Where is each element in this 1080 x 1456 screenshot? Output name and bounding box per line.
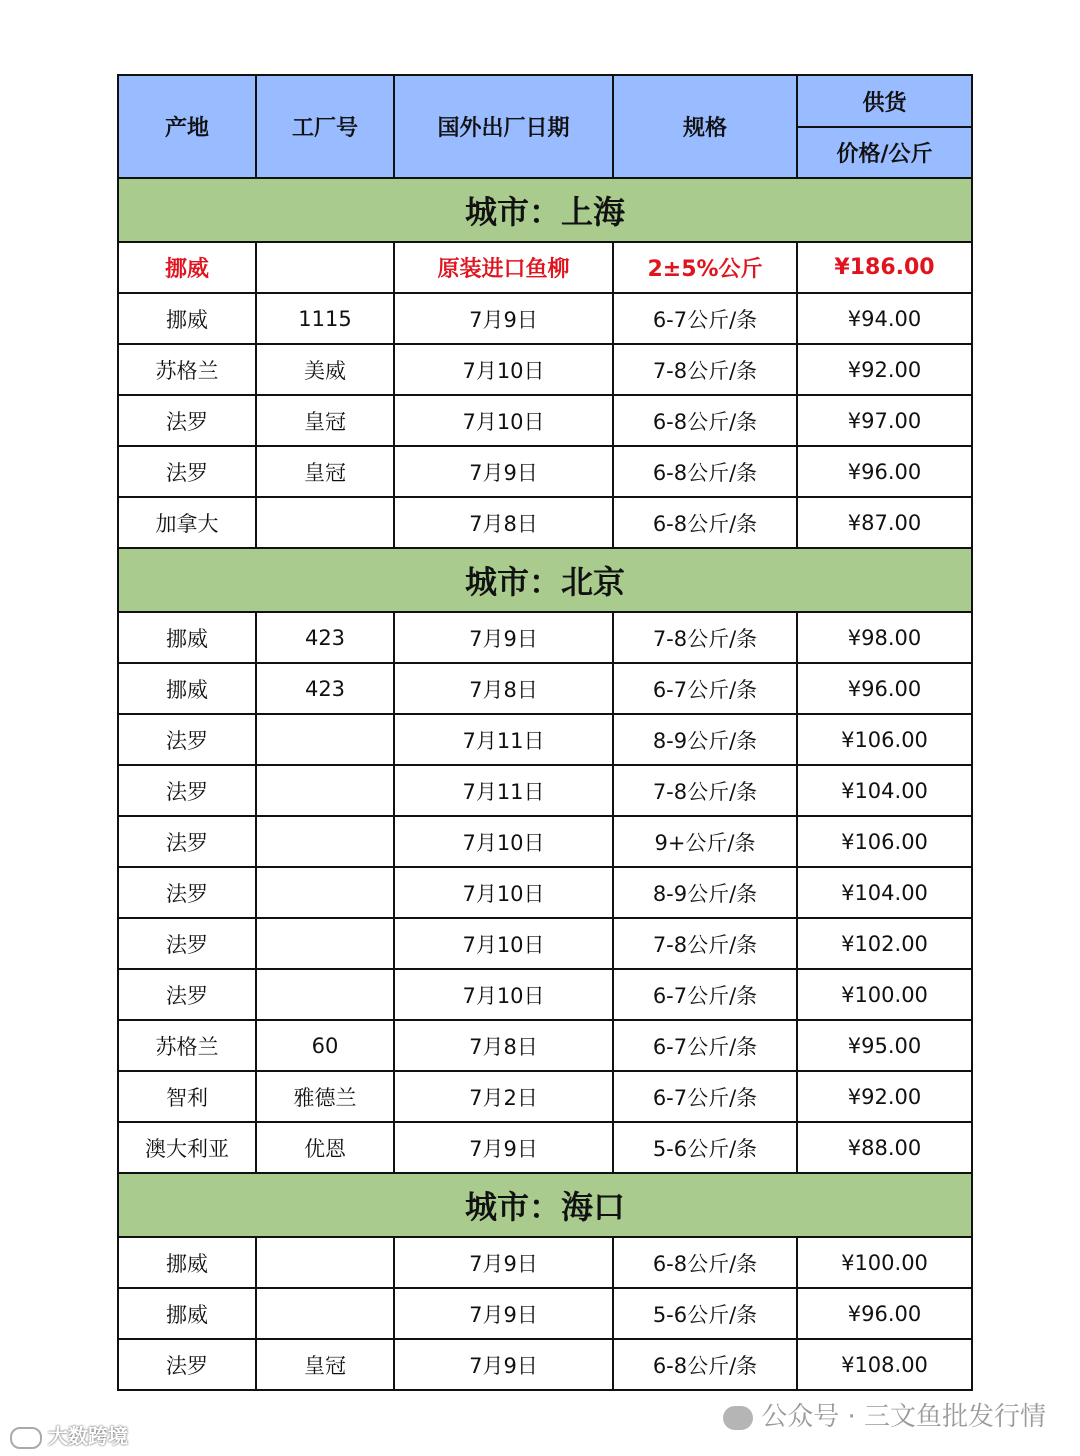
cell-spec: 6-8公斤/条 xyxy=(613,395,797,446)
header-factory: 工厂号 xyxy=(256,75,394,178)
header-origin: 产地 xyxy=(118,75,256,178)
cell-price: ¥92.00 xyxy=(797,1071,972,1122)
header-row xyxy=(118,75,972,127)
table-row xyxy=(118,612,972,663)
cell-date: 7月9日 xyxy=(394,1339,613,1390)
cell-date: 7月10日 xyxy=(394,918,613,969)
cell-price: ¥104.00 xyxy=(797,867,972,918)
cell-origin: 法罗 xyxy=(118,446,256,497)
table-row xyxy=(118,344,972,395)
cell-price: ¥96.00 xyxy=(797,446,972,497)
cell-price: ¥104.00 xyxy=(797,765,972,816)
table-row xyxy=(118,497,972,548)
cell-date: 7月9日 xyxy=(394,1122,613,1173)
cell-factory xyxy=(256,816,394,867)
table-body xyxy=(118,178,972,1390)
table-row xyxy=(118,1071,972,1122)
cell-spec: 6-8公斤/条 xyxy=(613,1237,797,1288)
cell-origin: 澳大利亚 xyxy=(118,1122,256,1173)
city-label: 城市：上海 xyxy=(118,178,972,242)
cell-spec: 6-7公斤/条 xyxy=(613,1020,797,1071)
cell-date: 7月2日 xyxy=(394,1071,613,1122)
cell-price: ¥96.00 xyxy=(797,1288,972,1339)
cell-origin: 法罗 xyxy=(118,969,256,1020)
table-row xyxy=(118,714,972,765)
cell-date: 7月8日 xyxy=(394,497,613,548)
cell-origin: 苏格兰 xyxy=(118,1020,256,1071)
cell-spec: 6-7公斤/条 xyxy=(613,663,797,714)
cell-date: 7月11日 xyxy=(394,765,613,816)
cell-price: ¥100.00 xyxy=(797,969,972,1020)
cell-factory xyxy=(256,1288,394,1339)
cell-origin: 法罗 xyxy=(118,765,256,816)
cell-origin: 法罗 xyxy=(118,714,256,765)
cell-factory: 皇冠 xyxy=(256,395,394,446)
cell-price: ¥97.00 xyxy=(797,395,972,446)
cell-price: ¥92.00 xyxy=(797,344,972,395)
cell-spec: 7-8公斤/条 xyxy=(613,344,797,395)
table-row xyxy=(118,918,972,969)
cell-spec: 5-6公斤/条 xyxy=(613,1288,797,1339)
cell-date: 7月9日 xyxy=(394,612,613,663)
cell-factory: 423 xyxy=(256,663,394,714)
cell-date: 7月10日 xyxy=(394,395,613,446)
cell-factory xyxy=(256,242,394,293)
brand-logo-icon xyxy=(10,1427,42,1449)
cell-factory: 雅德兰 xyxy=(256,1071,394,1122)
table-row xyxy=(118,1237,972,1288)
watermark-left-text: 大数跨境 xyxy=(48,1424,128,1448)
cell-origin: 挪威 xyxy=(118,663,256,714)
cell-date: 7月8日 xyxy=(394,663,613,714)
cell-origin: 苏格兰 xyxy=(118,344,256,395)
cell-factory xyxy=(256,765,394,816)
table-row xyxy=(118,446,972,497)
cell-date: 7月8日 xyxy=(394,1020,613,1071)
cell-spec: 7-8公斤/条 xyxy=(613,918,797,969)
cell-origin: 挪威 xyxy=(118,293,256,344)
table-row xyxy=(118,969,972,1020)
cell-price: ¥96.00 xyxy=(797,663,972,714)
cell-date: 7月10日 xyxy=(394,816,613,867)
cell-spec: 6-7公斤/条 xyxy=(613,293,797,344)
table-row xyxy=(118,395,972,446)
city-label: 城市：海口 xyxy=(118,1173,972,1237)
cell-price: ¥87.00 xyxy=(797,497,972,548)
cell-factory xyxy=(256,969,394,1020)
wechat-icon xyxy=(723,1406,753,1430)
city-row xyxy=(118,178,972,242)
cell-date: 7月11日 xyxy=(394,714,613,765)
table-row xyxy=(118,1020,972,1071)
cell-price: ¥94.00 xyxy=(797,293,972,344)
table-row xyxy=(118,293,972,344)
cell-origin: 挪威 xyxy=(118,612,256,663)
city-row xyxy=(118,548,972,612)
cell-price: ¥98.00 xyxy=(797,612,972,663)
table-row xyxy=(118,1122,972,1173)
cell-spec: 5-6公斤/条 xyxy=(613,1122,797,1173)
cell-spec: 2±5%公斤 xyxy=(613,242,797,293)
cell-origin: 挪威 xyxy=(118,1237,256,1288)
cell-factory xyxy=(256,1237,394,1288)
cell-factory: 1115 xyxy=(256,293,394,344)
cell-spec: 6-7公斤/条 xyxy=(613,969,797,1020)
cell-origin: 法罗 xyxy=(118,918,256,969)
table-row xyxy=(118,816,972,867)
cell-origin: 加拿大 xyxy=(118,497,256,548)
table-row xyxy=(118,663,972,714)
cell-spec: 6-8公斤/条 xyxy=(613,446,797,497)
cell-price: ¥106.00 xyxy=(797,816,972,867)
cell-date: 7月9日 xyxy=(394,1237,613,1288)
cell-origin: 法罗 xyxy=(118,816,256,867)
cell-spec: 6-7公斤/条 xyxy=(613,1071,797,1122)
cell-spec: 7-8公斤/条 xyxy=(613,612,797,663)
header-date: 国外出厂日期 xyxy=(394,75,613,178)
cell-date: 7月10日 xyxy=(394,867,613,918)
watermark-right xyxy=(723,1396,1046,1433)
cell-date: 7月10日 xyxy=(394,969,613,1020)
cell-price: ¥108.00 xyxy=(797,1339,972,1390)
cell-factory: 423 xyxy=(256,612,394,663)
table-row xyxy=(118,765,972,816)
cell-price: ¥95.00 xyxy=(797,1020,972,1071)
cell-price: ¥102.00 xyxy=(797,918,972,969)
cell-origin: 法罗 xyxy=(118,395,256,446)
cell-origin: 法罗 xyxy=(118,867,256,918)
cell-spec: 7-8公斤/条 xyxy=(613,765,797,816)
cell-origin: 智利 xyxy=(118,1071,256,1122)
cell-date: 7月10日 xyxy=(394,344,613,395)
table-row xyxy=(118,867,972,918)
cell-price: ¥88.00 xyxy=(797,1122,972,1173)
cell-spec: 8-9公斤/条 xyxy=(613,714,797,765)
header-price: 价格/公斤 xyxy=(797,127,972,178)
watermark-right-text: 公众号 · 三文鱼批发行情 xyxy=(761,1402,1046,1432)
table-row xyxy=(118,242,972,293)
cell-origin: 挪威 xyxy=(118,1288,256,1339)
cell-spec: 6-8公斤/条 xyxy=(613,497,797,548)
cell-factory: 皇冠 xyxy=(256,1339,394,1390)
city-row xyxy=(118,1173,972,1237)
cell-factory: 60 xyxy=(256,1020,394,1071)
cell-date: 7月9日 xyxy=(394,293,613,344)
table-row xyxy=(118,1339,972,1390)
watermark-left xyxy=(10,1420,128,1449)
cell-date: 7月9日 xyxy=(394,446,613,497)
cell-factory: 优恩 xyxy=(256,1122,394,1173)
cell-price: ¥100.00 xyxy=(797,1237,972,1288)
header-supply: 供货 xyxy=(797,75,972,127)
cell-factory: 皇冠 xyxy=(256,446,394,497)
cell-price: ¥106.00 xyxy=(797,714,972,765)
cell-origin: 挪威 xyxy=(118,242,256,293)
cell-factory xyxy=(256,867,394,918)
cell-date: 原装进口鱼柳 xyxy=(394,242,613,293)
cell-spec: 6-8公斤/条 xyxy=(613,1339,797,1390)
cell-spec: 8-9公斤/条 xyxy=(613,867,797,918)
table-row xyxy=(118,1288,972,1339)
cell-date: 7月9日 xyxy=(394,1288,613,1339)
cell-origin: 法罗 xyxy=(118,1339,256,1390)
cell-factory xyxy=(256,714,394,765)
price-table xyxy=(117,74,973,1391)
cell-spec: 9+公斤/条 xyxy=(613,816,797,867)
cell-factory xyxy=(256,497,394,548)
header-spec: 规格 xyxy=(613,75,797,178)
cell-price: ¥186.00 xyxy=(797,242,972,293)
cell-factory xyxy=(256,918,394,969)
city-label: 城市：北京 xyxy=(118,548,972,612)
cell-factory: 美威 xyxy=(256,344,394,395)
